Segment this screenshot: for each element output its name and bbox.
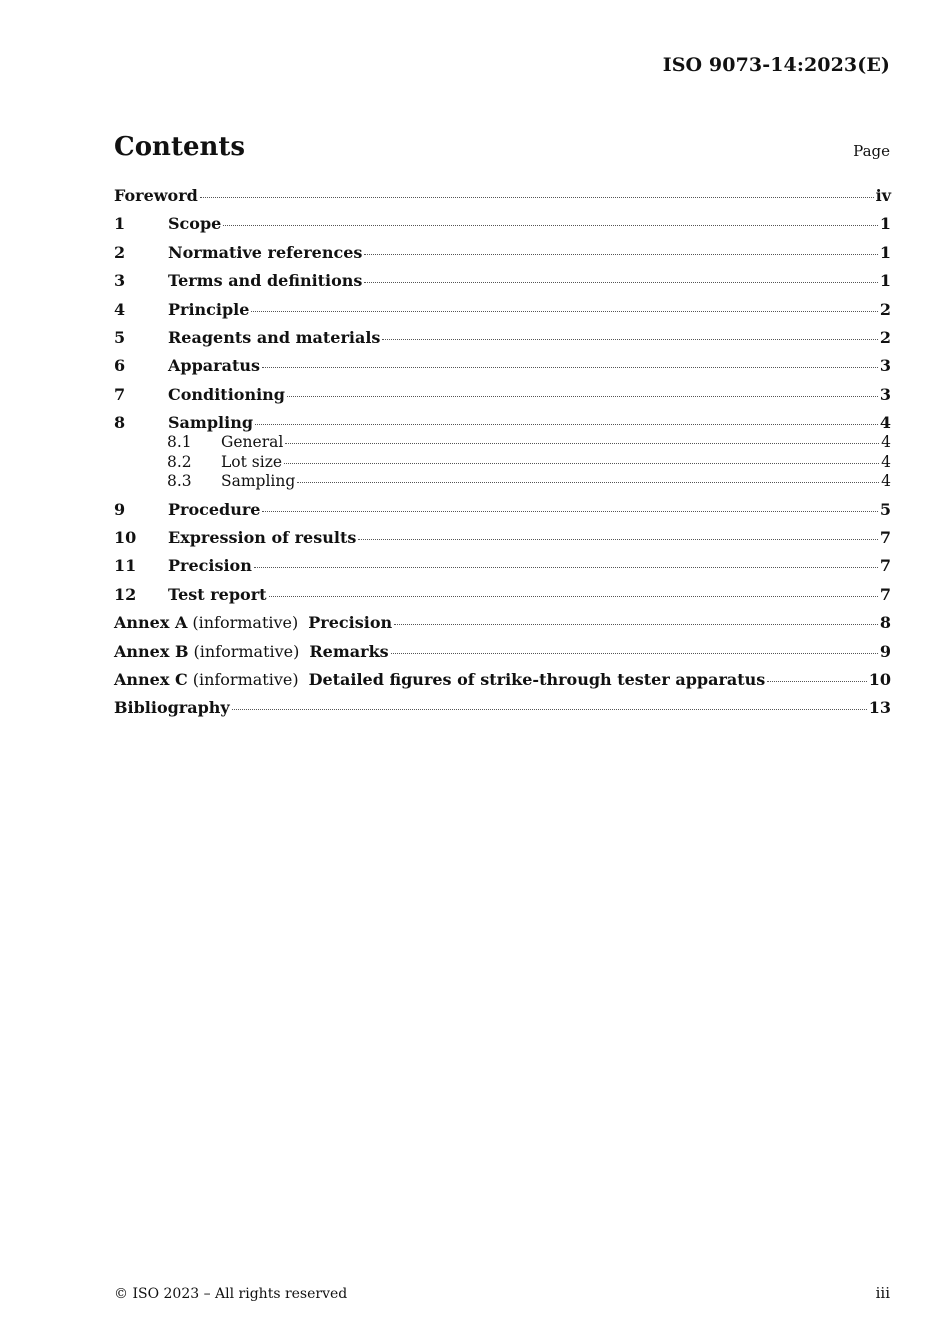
toc-title: Expression of results xyxy=(168,528,357,548)
toc-entry[interactable] xyxy=(114,413,891,433)
toc-entry[interactable] xyxy=(114,243,891,271)
dot-leader xyxy=(358,539,878,540)
dot-leader xyxy=(364,254,877,255)
document-id: ISO 9073-14:2023(E) xyxy=(662,54,890,76)
dot-leader xyxy=(223,225,878,226)
toc-page: 3 xyxy=(879,384,891,404)
toc-title: Foreword xyxy=(114,186,198,205)
toc-title: Test report xyxy=(168,584,267,604)
dot-leader xyxy=(285,443,879,444)
toc-page: 10 xyxy=(868,669,891,689)
toc-entry[interactable] xyxy=(114,385,891,413)
toc-number: 8.1 xyxy=(167,433,192,452)
toc-title: Precision xyxy=(168,556,252,576)
dot-leader xyxy=(287,396,878,397)
toc-title: Sampling xyxy=(168,413,254,433)
toc-number: 8 xyxy=(114,413,126,433)
toc-page: 1 xyxy=(879,242,891,262)
toc-subentry[interactable] xyxy=(114,472,891,492)
toc-number: 5 xyxy=(114,327,126,347)
toc-annex-c[interactable] xyxy=(114,670,891,698)
toc-title: Procedure xyxy=(168,499,261,519)
dot-leader xyxy=(262,511,877,512)
annex-title: Remarks xyxy=(309,641,389,661)
toc-number: 9 xyxy=(114,499,126,519)
contents-title: Contents xyxy=(114,132,246,162)
toc-entry[interactable] xyxy=(114,214,891,242)
toc-title: Normative references xyxy=(168,242,363,262)
toc-page: 4 xyxy=(881,433,891,452)
toc-number: 4 xyxy=(114,299,126,319)
toc-entry-bibliography[interactable] xyxy=(114,698,891,726)
toc-number: 12 xyxy=(114,584,137,604)
dot-leader xyxy=(251,311,877,312)
toc-number: 1 xyxy=(114,214,126,234)
toc-title: Terms and definitions xyxy=(168,271,363,291)
dot-leader xyxy=(767,681,866,682)
toc-page: 2 xyxy=(879,327,891,347)
dot-leader xyxy=(262,367,878,368)
toc-entry[interactable] xyxy=(114,556,891,584)
annex-type: (informative) xyxy=(192,613,299,633)
toc-title: Reagents and materials xyxy=(168,327,381,347)
toc-page: 13 xyxy=(868,698,891,718)
dot-leader xyxy=(391,653,878,654)
toc-page: 3 xyxy=(879,356,891,376)
annex-label: Annex C xyxy=(114,669,188,689)
toc-page: 1 xyxy=(879,271,891,291)
dot-leader xyxy=(382,339,877,340)
toc-number: 10 xyxy=(114,528,137,548)
toc-page: 5 xyxy=(879,499,891,519)
toc-number: 3 xyxy=(114,271,126,291)
toc-page: 9 xyxy=(879,641,891,661)
dot-leader xyxy=(200,197,874,198)
toc-annex-a[interactable] xyxy=(114,613,891,641)
toc-page: 1 xyxy=(879,214,891,234)
dot-leader xyxy=(254,567,878,568)
toc-page: iv xyxy=(875,186,891,205)
page-column-label: Page xyxy=(853,142,890,160)
page-number: iii xyxy=(875,1284,890,1302)
toc-entry[interactable] xyxy=(114,300,891,328)
toc-subentry[interactable] xyxy=(114,453,891,473)
annex-type: (informative) xyxy=(192,669,299,689)
dot-leader xyxy=(284,463,879,464)
toc-title: Sampling xyxy=(221,472,296,491)
toc-page: 4 xyxy=(881,452,891,471)
dot-leader xyxy=(232,709,867,710)
toc-number: 2 xyxy=(114,242,126,262)
copyright-notice: © ISO 2023 – All rights reserved xyxy=(114,1286,348,1302)
toc-title: Bibliography xyxy=(114,698,230,718)
annex-label: Annex A xyxy=(114,613,188,633)
toc-page: 4 xyxy=(881,472,891,491)
toc-number: 8.3 xyxy=(167,472,192,491)
toc-entry-foreword[interactable] xyxy=(114,186,891,214)
toc-title: Lot size xyxy=(221,452,283,471)
toc-page: 7 xyxy=(879,584,891,604)
annex-title: Precision xyxy=(308,613,393,633)
annex-label: Annex B xyxy=(114,641,189,661)
toc-entry[interactable] xyxy=(114,528,891,556)
toc-title: Principle xyxy=(168,299,250,319)
toc-page: 4 xyxy=(879,413,891,433)
toc-subentry[interactable] xyxy=(114,433,891,453)
toc-title: Conditioning xyxy=(168,384,285,404)
toc-page: 8 xyxy=(879,613,891,633)
toc-number: 11 xyxy=(114,556,137,576)
toc-entry[interactable] xyxy=(114,585,891,613)
toc-entry[interactable] xyxy=(114,328,891,356)
annex-title: Detailed figures of strike-through tester apparatus xyxy=(308,669,766,689)
dot-leader xyxy=(394,624,878,625)
toc-number: 7 xyxy=(114,384,126,404)
toc-page: 7 xyxy=(879,556,891,576)
dot-leader xyxy=(297,482,879,483)
table-of-contents xyxy=(114,186,891,727)
toc-number: 8.2 xyxy=(167,452,192,471)
toc-page: 7 xyxy=(879,528,891,548)
toc-title: Scope xyxy=(168,214,222,234)
toc-title: Apparatus xyxy=(168,356,260,376)
toc-entry[interactable] xyxy=(114,271,891,299)
toc-annex-b[interactable] xyxy=(114,642,891,670)
toc-title: General xyxy=(221,433,284,452)
dot-leader xyxy=(364,282,877,283)
dot-leader xyxy=(255,424,878,425)
annex-type: (informative) xyxy=(193,641,300,661)
toc-entry[interactable] xyxy=(114,356,891,384)
toc-entry[interactable] xyxy=(114,500,891,528)
toc-page: 2 xyxy=(879,299,891,319)
dot-leader xyxy=(269,596,878,597)
toc-number: 6 xyxy=(114,356,126,376)
